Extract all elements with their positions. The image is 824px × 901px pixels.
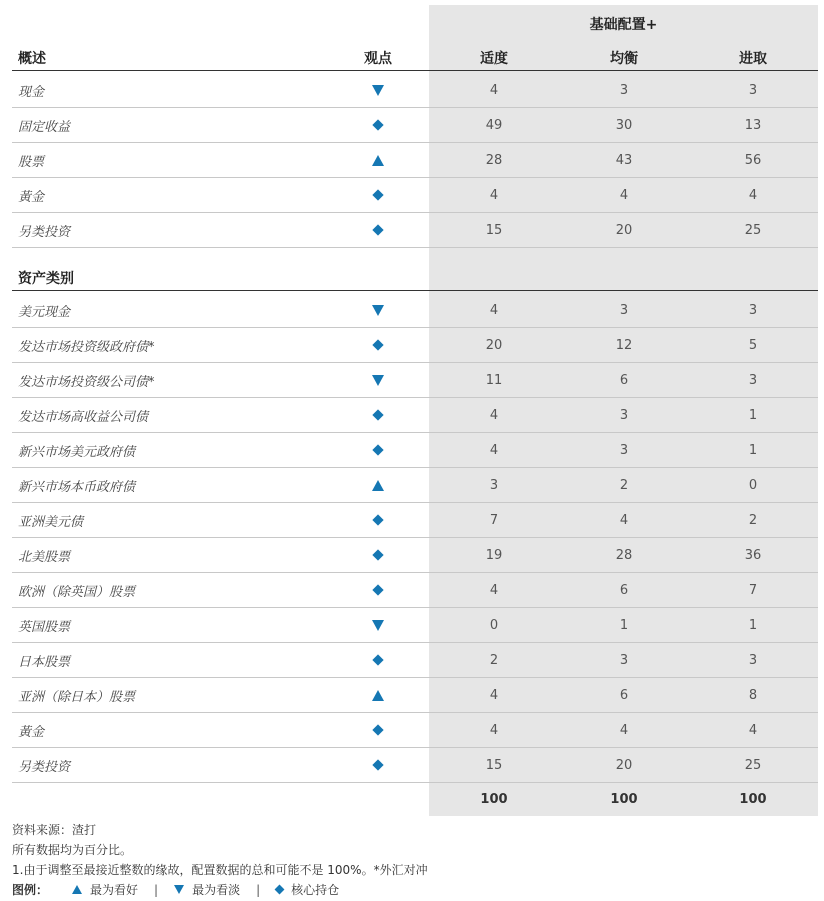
triangle-up-icon	[372, 480, 384, 491]
table-row	[12, 433, 818, 468]
view-cell	[361, 433, 395, 467]
row-label: 欧洲（除英国）股票	[18, 584, 136, 600]
view-cell	[361, 213, 395, 247]
diamond-icon	[372, 514, 383, 525]
view-cell	[361, 573, 395, 607]
row-label: 发达市场投资级公司债*	[18, 374, 155, 390]
aggressive-value: 3	[748, 302, 758, 318]
moderate-value: 19	[485, 547, 503, 563]
aggressive-value: 1	[748, 442, 758, 458]
moderate-value: 4	[489, 407, 499, 423]
overview-column-header: 概述	[18, 50, 46, 67]
diamond-icon	[372, 339, 383, 350]
triangle-down-icon	[372, 305, 384, 316]
row-label: 另类投资	[18, 224, 71, 240]
legend	[12, 881, 339, 898]
balanced-value: 3	[619, 652, 629, 668]
diamond-icon	[372, 654, 383, 665]
moderate-value: 15	[485, 757, 503, 773]
moderate-value: 4	[489, 722, 499, 738]
view-cell	[361, 108, 395, 142]
aggressive-value: 25	[744, 757, 762, 773]
balanced-value: 30	[615, 117, 633, 133]
view-cell	[361, 678, 395, 712]
aggressive-value: 4	[748, 187, 758, 203]
balanced-value: 2	[619, 477, 629, 493]
moderate-value: 3	[489, 477, 499, 493]
diamond-icon	[372, 119, 383, 130]
table-row	[12, 108, 818, 143]
legend-down-label: 最为看淡	[192, 883, 241, 897]
table-row	[12, 328, 818, 363]
view-column-header: 观点	[364, 50, 392, 67]
balanced-value: 1	[619, 617, 629, 633]
aggressive-value: 0	[748, 477, 758, 493]
row-label: 日本股票	[18, 654, 71, 670]
balanced-value: 43	[615, 152, 633, 168]
diamond-icon	[372, 444, 383, 455]
moderate-value: 7	[489, 512, 499, 528]
row-label: 固定收益	[18, 119, 71, 135]
row-label: 亚洲（除日本）股票	[18, 689, 136, 705]
balanced-value: 6	[619, 372, 629, 388]
asset-class-header-row	[12, 265, 818, 291]
view-cell	[361, 608, 395, 642]
balanced-value: 3	[619, 82, 629, 98]
diamond-icon	[372, 224, 383, 235]
balanced-value: 6	[619, 687, 629, 703]
moderate-value: 28	[485, 152, 503, 168]
footnote: 1.由于调整至最接近整数的缘故，配置数据的总和可能不是 100%。*外汇对冲	[12, 863, 428, 877]
view-cell	[361, 503, 395, 537]
source-note: 资料来源：渣打	[12, 823, 97, 837]
view-cell	[361, 73, 395, 107]
balanced-value: 12	[615, 337, 633, 353]
balanced-value: 4	[619, 187, 629, 203]
totals-row	[12, 783, 818, 815]
aggressive-value: 13	[744, 117, 762, 133]
table-row	[12, 213, 818, 248]
table-row	[12, 608, 818, 643]
table-row	[12, 468, 818, 503]
row-label: 发达市场投资级政府债*	[18, 339, 155, 355]
view-cell	[361, 178, 395, 212]
legend-item-up	[72, 881, 138, 898]
row-label: 亚洲美元债	[18, 514, 84, 530]
diamond-icon	[275, 885, 285, 895]
table-row	[12, 178, 818, 213]
total-balanced: 100	[610, 791, 638, 807]
view-cell	[361, 328, 395, 362]
aggressive-value: 1	[748, 617, 758, 633]
moderate-value: 4	[489, 442, 499, 458]
diamond-icon	[372, 189, 383, 200]
table-row	[12, 503, 818, 538]
moderate-value: 11	[485, 372, 503, 388]
moderate-value: 0	[489, 617, 499, 633]
aggressive-value: 7	[748, 582, 758, 598]
aggressive-value: 8	[748, 687, 758, 703]
aggressive-value: 4	[748, 722, 758, 738]
view-cell	[361, 643, 395, 677]
view-cell	[361, 143, 395, 177]
table-row	[12, 678, 818, 713]
allocation-header-title: 基础配置+	[589, 17, 658, 33]
balanced-value: 20	[615, 757, 633, 773]
table-row	[12, 538, 818, 573]
aggressive-value: 36	[744, 547, 762, 563]
view-cell	[361, 468, 395, 502]
moderate-value: 49	[485, 117, 503, 133]
aggressive-value: 3	[748, 652, 758, 668]
moderate-value: 4	[489, 302, 499, 318]
table-row	[12, 573, 818, 608]
triangle-down-icon	[372, 85, 384, 96]
row-label: 新兴市场本币政府债	[18, 479, 136, 495]
balanced-column-header: 均衡	[610, 50, 638, 67]
balanced-value: 4	[619, 512, 629, 528]
triangle-up-icon	[372, 155, 384, 166]
row-label: 黃金	[18, 724, 45, 740]
balanced-value: 3	[619, 302, 629, 318]
balanced-value: 3	[619, 442, 629, 458]
triangle-up-icon	[372, 690, 384, 701]
aggressive-value: 1	[748, 407, 758, 423]
diamond-icon	[372, 584, 383, 595]
row-label: 新兴市场美元政府债	[18, 444, 136, 460]
percent-note: 所有数据均为百分比。	[12, 843, 133, 857]
diamond-icon	[372, 724, 383, 735]
aggressive-value: 56	[744, 152, 762, 168]
aggressive-value: 3	[748, 372, 758, 388]
row-label: 现金	[18, 84, 45, 100]
view-cell	[361, 748, 395, 782]
aggressive-value: 2	[748, 512, 758, 528]
moderate-value: 15	[485, 222, 503, 238]
moderate-value: 4	[489, 82, 499, 98]
legend-item-down	[174, 881, 240, 898]
row-label: 发达市场高收益公司债	[18, 409, 149, 425]
row-label: 美元现金	[18, 304, 71, 320]
triangle-down-icon	[174, 885, 184, 894]
diamond-icon	[372, 409, 383, 420]
view-cell	[361, 293, 395, 327]
total-moderate: 100	[480, 791, 508, 807]
asset-class-section-title: 资产类别	[18, 270, 74, 287]
table-row	[12, 643, 818, 678]
table-row	[12, 363, 818, 398]
moderate-value: 20	[485, 337, 503, 353]
balanced-value: 3	[619, 407, 629, 423]
table-row	[12, 748, 818, 783]
table-row	[12, 293, 818, 328]
balanced-value: 28	[615, 547, 633, 563]
notes-block	[12, 820, 428, 880]
balanced-value: 4	[619, 722, 629, 738]
moderate-value: 4	[489, 687, 499, 703]
diamond-icon	[372, 549, 383, 560]
total-aggressive: 100	[739, 791, 767, 807]
diamond-icon	[372, 759, 383, 770]
balanced-value: 6	[619, 582, 629, 598]
legend-separator: |	[154, 882, 159, 897]
aggressive-value: 3	[748, 82, 758, 98]
view-cell	[361, 538, 395, 572]
moderate-value: 4	[489, 187, 499, 203]
row-label: 北美股票	[18, 549, 71, 565]
legend-separator: |	[256, 882, 261, 897]
table-row	[12, 143, 818, 178]
view-cell	[361, 363, 395, 397]
aggressive-column-header: 进取	[739, 50, 767, 67]
moderate-column-header: 适度	[480, 50, 508, 67]
row-label: 另类投资	[18, 759, 71, 775]
triangle-down-icon	[372, 375, 384, 386]
moderate-value: 2	[489, 652, 499, 668]
view-cell	[361, 713, 395, 747]
table-row	[12, 73, 818, 108]
row-label: 股票	[18, 154, 45, 170]
legend-up-label: 最为看好	[90, 883, 139, 897]
triangle-down-icon	[372, 620, 384, 631]
triangle-up-icon	[72, 885, 82, 894]
aggressive-value: 25	[744, 222, 762, 238]
aggressive-value: 5	[748, 337, 758, 353]
row-label: 黃金	[18, 189, 45, 205]
table-row	[12, 713, 818, 748]
legend-diamond-label: 核心持仓	[291, 883, 340, 897]
row-label: 英国股票	[18, 619, 71, 635]
legend-title: 图例：	[12, 883, 49, 897]
legend-item-diamond	[276, 881, 339, 898]
view-cell	[361, 398, 395, 432]
overview-header-row	[12, 45, 818, 71]
moderate-value: 4	[489, 582, 499, 598]
table-row	[12, 398, 818, 433]
balanced-value: 20	[615, 222, 633, 238]
